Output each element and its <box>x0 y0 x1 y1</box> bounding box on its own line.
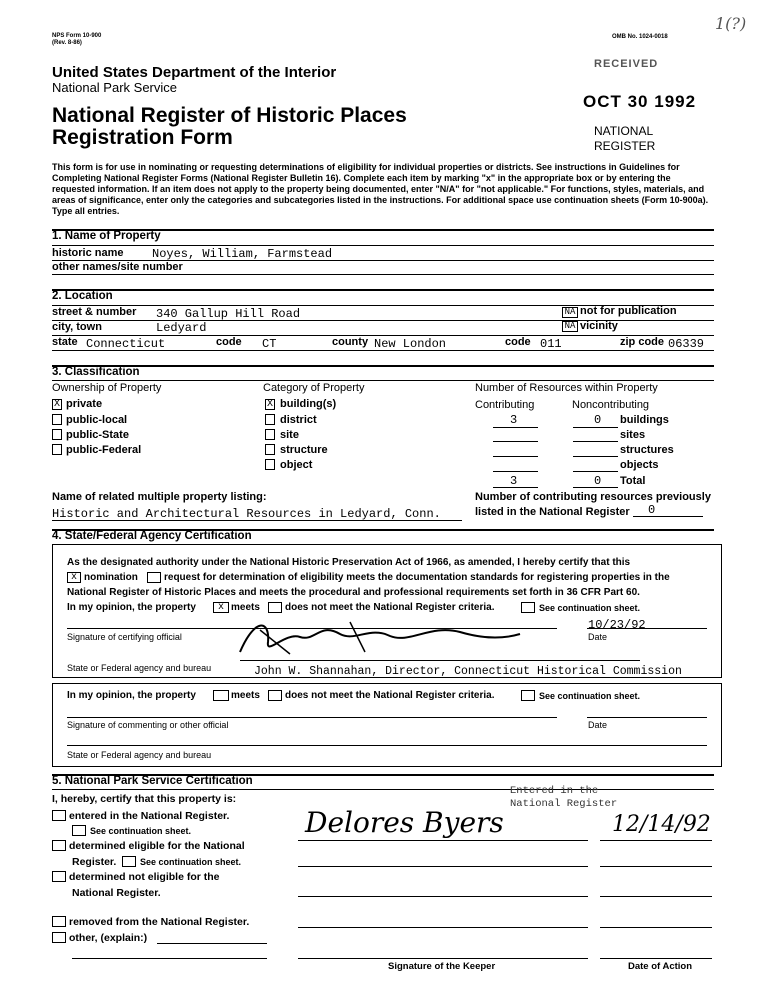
action-date-line <box>600 840 712 841</box>
city-field[interactable]: Ledyard <box>156 321 207 335</box>
section-1-heading: 1. Name of Property <box>52 230 161 242</box>
request-determination-checkbox[interactable] <box>147 572 161 583</box>
corner-handwritten-mark: 1(?) <box>715 14 747 33</box>
category-district-checkbox[interactable] <box>265 414 275 425</box>
multiple-listing-label: Name of related multiple property listing: <box>52 491 267 503</box>
count-line <box>573 471 618 472</box>
county-label: county <box>332 336 369 348</box>
form-number: NPS Form 10-900 <box>52 33 102 39</box>
entered-label: entered in the National Register. <box>69 810 230 822</box>
previously-listed-label-1: Number of contributing resources previously <box>475 491 711 503</box>
category-heading: Category of Property <box>263 382 365 394</box>
determined-not-eligible-checkbox[interactable] <box>52 871 66 882</box>
certifying-signature-text: John W. Shannahan <box>430 656 440 657</box>
section-3-heading: 3. Classification <box>52 366 140 378</box>
county-code-field[interactable]: 011 <box>540 337 562 351</box>
meets-label: meets <box>231 602 260 613</box>
category-site-checkbox[interactable] <box>265 429 275 440</box>
form-revision: (Rev. 8-86) <box>52 40 82 46</box>
ownership-private-checkbox[interactable]: X <box>53 399 60 410</box>
category-district-label: district <box>280 414 317 426</box>
does-not-meet2-label: does not meet the National Register criteria. <box>285 690 495 701</box>
category-object-label: object <box>280 459 313 471</box>
certifying-signature <box>230 612 530 660</box>
action-date-line <box>600 896 712 897</box>
objects-label: objects <box>620 459 659 471</box>
nps-intro: I, hereby, certify that this property is: <box>52 793 237 805</box>
multiple-listing-field[interactable]: Historic and Architectural Resources in Ledyard, Conn. <box>52 507 441 521</box>
section-5-heading: 5. National Park Service Certification <box>52 775 253 787</box>
date-label: Date <box>588 632 608 642</box>
count-line <box>493 427 538 428</box>
removed-checkbox[interactable] <box>52 916 66 927</box>
agency-line <box>67 745 707 746</box>
category-structure-checkbox[interactable] <box>265 444 275 455</box>
date2-label: Date <box>588 720 608 730</box>
not-for-publication-label: not for publication <box>580 305 677 317</box>
category-building-label: building(s) <box>280 398 337 410</box>
field-rule <box>52 335 714 336</box>
signature2-label: Signature of commenting or other official <box>67 720 229 730</box>
request-determination-label: request for determination of eligibility meets the documentation standards for registering properties in the <box>164 572 670 583</box>
agency-line <box>240 660 640 661</box>
previously-listed-label-2: listed in the National Register <box>475 506 630 518</box>
stamp-register: REGISTER <box>594 139 656 153</box>
other-names-label: other names/site number <box>52 261 183 273</box>
entered-checkbox[interactable] <box>52 810 66 821</box>
total-label: Total <box>620 475 646 487</box>
ownership-public-local-label: public-local <box>66 414 128 426</box>
cert-paragraph-line3: National Register of Historic Places and meets the procedural and professional requirements set forth in 36 CFR Part 60. <box>67 587 640 598</box>
count-line <box>573 441 618 442</box>
omb-number: OMB No. 1024-0018 <box>612 34 668 40</box>
service-name: National Park Service <box>52 80 177 95</box>
city-label: city, town <box>52 321 102 333</box>
received-stamp: RECEIVED <box>594 58 659 70</box>
ownership-heading: Ownership of Property <box>52 382 162 394</box>
keeper-line <box>298 958 588 959</box>
county-field[interactable]: New London <box>374 337 447 351</box>
zip-field[interactable]: 06339 <box>668 337 705 351</box>
nomination-label: nomination <box>84 572 138 583</box>
certification-date-field[interactable]: 10/23/92 <box>588 618 646 632</box>
county-code-label: code <box>505 336 531 348</box>
date-of-action-label: Date of Action <box>628 961 693 972</box>
total-contributing-value[interactable]: 3 <box>510 474 518 488</box>
count-line <box>573 456 618 457</box>
section-rule <box>52 380 714 381</box>
vicinity-label: vicinity <box>580 320 618 332</box>
does-not-meet-label: does not meet the National Register criteria. <box>285 602 495 613</box>
ownership-public-state-label: public-State <box>66 429 129 441</box>
keeper-line <box>298 866 588 867</box>
field-rule <box>52 274 714 275</box>
category-object-checkbox[interactable] <box>265 459 275 470</box>
form-title-line1: National Register of Historic Places <box>52 104 407 127</box>
noncontributing-heading: Noncontributing <box>572 399 650 411</box>
does-not-meet2-checkbox[interactable] <box>268 690 282 701</box>
opinion-label: In my opinion, the property <box>67 602 196 613</box>
cert-paragraph-line1: As the designated authority under the National Historic Preservation Act of 1966, as amended, I hereby certify that this <box>67 557 631 568</box>
state-code-label: code <box>216 336 242 348</box>
count-line <box>493 441 538 442</box>
state-label: state <box>52 336 78 348</box>
count-line <box>493 456 538 457</box>
keeper-line <box>298 840 588 841</box>
instructions-paragraph: This form is for use in nominating or requesting determinations of eligibility for individual properties or districts. See instructions in Guidelines for Completing National Register Forms (National Register Bulletin 16). Complete each item by marking "x" in the appropriate box or by entering the requested information. If an item does not apply to the property being documented, enter "N/A" for "not applicable." For functions, styles, materials, and areas of significance, enter only the categories and subcategories listed in the instructions. For additional space use continuation sheets (Form 10-900a). Type all entries. <box>52 162 709 216</box>
previously-listed-value[interactable]: 0 <box>648 503 656 517</box>
sites-label: sites <box>620 429 646 441</box>
state-field[interactable]: Connecticut <box>86 337 166 351</box>
meets2-label: meets <box>231 690 260 701</box>
keeper-date: 12/14/92 <box>612 812 711 837</box>
contributing-heading: Contributing <box>475 399 535 411</box>
category-site-label: site <box>280 429 299 441</box>
agency2-label: State or Federal agency and bureau <box>67 750 212 760</box>
see-continuation-1-checkbox[interactable] <box>72 825 86 836</box>
signature-label: Signature of certifying official <box>67 632 182 642</box>
other-label: other, (explain:) <box>69 932 148 944</box>
signature-keeper-label: Signature of the Keeper <box>388 961 496 972</box>
ownership-public-local-checkbox[interactable] <box>52 414 62 425</box>
keeper-signature: Delores Byers <box>305 806 504 839</box>
date-line <box>587 717 707 718</box>
see-continuation-1-label: See continuation sheet. <box>90 826 192 836</box>
see-continuation-2-checkbox[interactable] <box>122 856 136 867</box>
structures-label: structures <box>620 444 674 456</box>
stamp-national: NATIONAL <box>594 124 654 138</box>
continuation-sheet2-checkbox[interactable] <box>521 690 535 701</box>
not-for-publication-box[interactable]: NA <box>562 307 578 318</box>
entered-stamp-line2: National Register <box>510 798 618 810</box>
continuation-sheet2-label: See continuation sheet. <box>539 691 641 701</box>
buildings-label: buildings <box>620 414 669 426</box>
resources-heading: Number of Resources within Property <box>475 382 658 394</box>
field-rule <box>52 350 714 351</box>
total-noncontributing-value[interactable]: 0 <box>594 474 602 488</box>
received-date-stamp: OCT 30 1992 <box>583 92 697 111</box>
section-rule <box>52 365 714 367</box>
determined-not-eligible-label-1: determined not eligible for the <box>69 871 220 883</box>
other-line <box>157 943 267 944</box>
count-line <box>493 471 538 472</box>
keeper-line <box>298 896 588 897</box>
determined-eligible-label-2: Register. <box>72 856 117 868</box>
zip-label: zip code <box>620 336 665 348</box>
ownership-public-state-checkbox[interactable] <box>52 429 62 440</box>
determined-eligible-checkbox[interactable] <box>52 840 66 851</box>
section-rule <box>52 245 714 246</box>
continuation-sheet-label: See continuation sheet. <box>539 603 641 613</box>
state-code-field[interactable]: CT <box>262 337 277 351</box>
historic-name-label: historic name <box>52 247 124 259</box>
entered-stamp-line1: Entered in the <box>510 785 599 797</box>
other-checkbox[interactable] <box>52 932 66 943</box>
determined-not-eligible-label-2: National Register. <box>72 887 161 899</box>
street-label: street & number <box>52 306 137 318</box>
see-continuation-2-label: See continuation sheet. <box>140 857 242 867</box>
section-rule <box>52 289 714 291</box>
count-line <box>493 487 538 488</box>
other-line <box>72 958 267 959</box>
count-line <box>573 427 618 428</box>
signature-line <box>67 717 557 718</box>
ownership-public-federal-checkbox[interactable] <box>52 444 62 455</box>
section-2-heading: 2. Location <box>52 290 113 302</box>
ownership-public-federal-label: public-Federal <box>66 444 142 456</box>
section-rule <box>52 789 714 790</box>
keeper-line <box>298 927 588 928</box>
field-rule <box>633 516 703 517</box>
field-rule <box>52 520 462 521</box>
date-line <box>587 628 707 629</box>
nomination-checkbox[interactable]: x <box>67 572 81 583</box>
meets-checkbox[interactable]: x <box>213 602 229 613</box>
opinion2-label: In my opinion, the property <box>67 690 196 701</box>
meets2-checkbox[interactable] <box>213 690 229 701</box>
vicinity-box[interactable]: NA <box>562 321 578 332</box>
historic-name-field[interactable]: Noyes, William, Farmstead <box>152 247 333 261</box>
agency-field[interactable]: John W. Shannahan, Director, Connecticut Historical Commission <box>254 665 682 678</box>
action-date-line <box>600 927 712 928</box>
ownership-private-label: private <box>66 398 103 410</box>
removed-label: removed from the National Register. <box>69 916 250 928</box>
action-date-line <box>600 866 712 867</box>
form-title-line2: Registration Form <box>52 126 233 149</box>
category-structure-label: structure <box>280 444 328 456</box>
section-4-heading: 4. State/Federal Agency Certification <box>52 530 252 542</box>
buildings-noncontributing-value[interactable]: 0 <box>594 413 602 427</box>
signature-line <box>67 628 557 629</box>
agency-label: State or Federal agency and bureau <box>67 663 212 673</box>
department-name: United States Department of the Interior <box>52 64 337 81</box>
street-field[interactable]: 340 Gallup Hill Road <box>156 307 301 321</box>
determined-eligible-label-1: determined eligible for the National <box>69 840 245 852</box>
count-line <box>573 487 618 488</box>
category-building-checkbox[interactable]: X <box>266 399 273 410</box>
action-date-line <box>600 958 712 959</box>
buildings-contributing-value[interactable]: 3 <box>510 413 518 427</box>
